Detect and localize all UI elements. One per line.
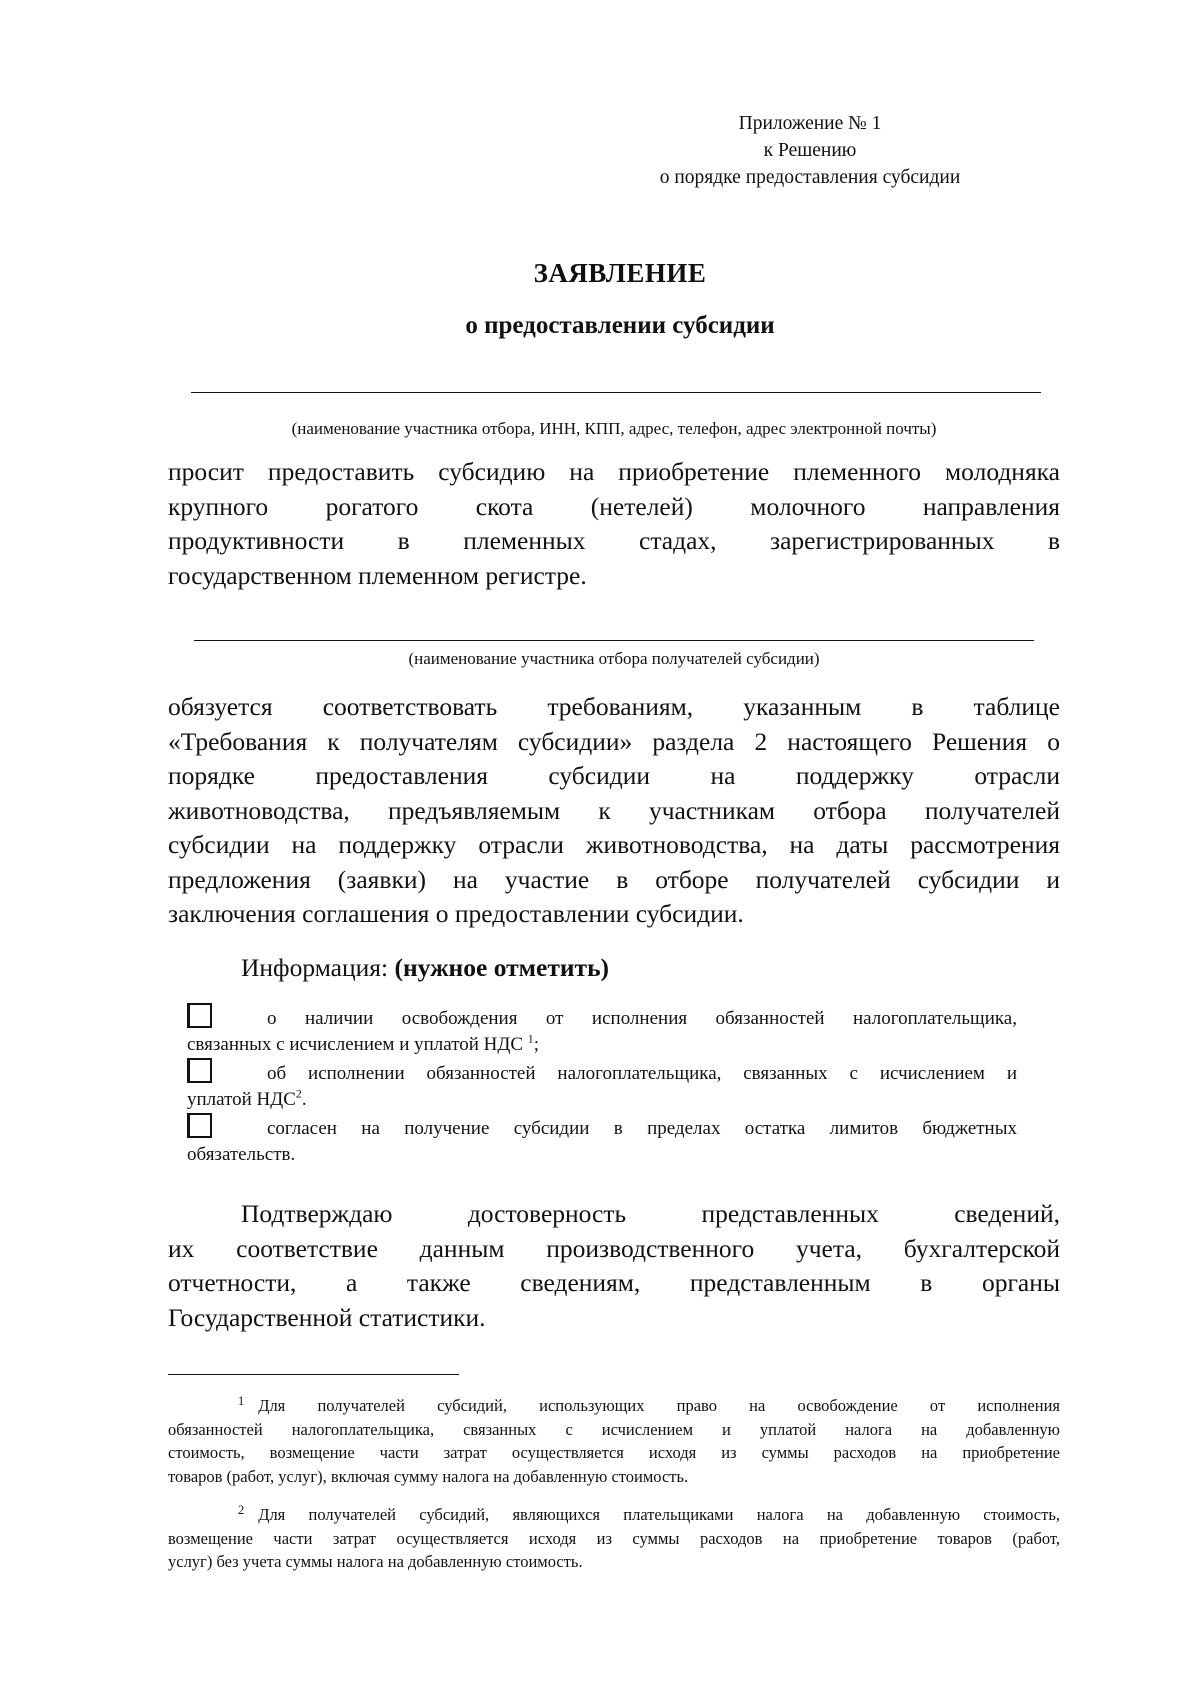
- checkbox-option-vat-exemption: [187, 1006, 1017, 1058]
- applicant-caption: (наименование участника отбора, ИНН, КПП, адрес, телефон, адрес электронной почты): [291, 419, 937, 438]
- recipient-blank-line[interactable]: [194, 640, 1034, 641]
- option-text: [187, 1032, 1017, 1058]
- footnote-ref: 2: [295, 1087, 302, 1101]
- info-hint: (нужное отметить): [394, 953, 610, 982]
- request-line: крупного рогатого скота (нетелей) молочного направления: [168, 491, 1060, 521]
- footnote-mark: 1: [238, 1393, 245, 1408]
- obligation-line: субсидии на поддержку отрасли животноводства, на даты рассмотрения: [168, 830, 1060, 859]
- request-line: просит предоставить субсидию на приобретение племенного молодняка: [168, 457, 1060, 486]
- footnote-text: Для получателей субсидий, являющихся плательщиками налога на добавленную стоимость,: [258, 1505, 1060, 1524]
- footnote-line: обязанностей налогоплательщика, связанных с исчислением и уплатой налога на добавленную: [168, 1419, 1060, 1439]
- applicant-blank-line[interactable]: [191, 392, 1041, 393]
- recipient-caption: (наименование участника отбора получателей субсидии): [408, 649, 820, 668]
- confirmation-line: Подтверждаю достоверность представленных сведений,: [241, 1199, 1060, 1228]
- request-line: продуктивности в племенных стадах, зарегистрированных в: [168, 526, 1060, 555]
- option-text-tail: уплатой НДС: [187, 1089, 296, 1110]
- confirmation-line: их соответствие данным производственного учета, бухгалтерской: [168, 1233, 1060, 1263]
- appendix-number: Приложение № 1: [738, 113, 882, 134]
- obligation-line: животноводства, предъявляемым к участникам отбора получателей: [168, 795, 1060, 825]
- footnote-ref: 1: [527, 1032, 534, 1046]
- info-heading: [241, 952, 609, 984]
- appendix-reference: к Решению: [763, 140, 857, 161]
- option-text: об исполнении обязанностей налогоплательщика, связанных с исчислением и: [267, 1063, 1017, 1084]
- footnote-line: стоимость, возмещение части затрат осуществляется исходя из суммы расходов на приобретение: [168, 1443, 1060, 1462]
- option-text: обязательств.: [187, 1144, 296, 1165]
- appendix-header: [620, 110, 1000, 191]
- confirmation-paragraph: [168, 1196, 1060, 1334]
- obligation-line: предложения (заявки) на участие в отборе получателей субсидии и: [168, 864, 1060, 894]
- obligation-line: «Требования к получателям субсидии» раздела 2 настоящего Решения о: [168, 726, 1060, 756]
- footnote-line: товаров (работ, услуг), включая сумму налога на добавленную стоимость.: [168, 1466, 689, 1486]
- checkbox-option-vat-payer: [187, 1061, 1017, 1113]
- footnote-2: [168, 1503, 1060, 1574]
- option-text-tail: связанных с исчислением и уплатой НДС: [187, 1034, 528, 1055]
- obligation-line: порядке предоставления субсидии на поддержку отрасли: [168, 761, 1060, 790]
- footnote-text: Для получателей субсидий, использующих право на освобождение от исполнения: [258, 1396, 1060, 1415]
- appendix-subject: о порядке предоставления субсидии: [659, 167, 961, 188]
- footnote-separator: [168, 1374, 459, 1375]
- obligation-line: заключения соглашения о предоставлении субсидии.: [168, 899, 744, 928]
- info-label: Информация:: [241, 953, 395, 982]
- document-title: ЗАЯВЛЕНИЕ: [533, 258, 707, 288]
- confirmation-line: отчетности, а также сведениям, представленным в органы: [168, 1268, 1060, 1297]
- vat-payer-checkbox[interactable]: [187, 1058, 212, 1083]
- option-punct: .: [301, 1089, 307, 1110]
- option-text: о наличии освобождения от исполнения обязанностей налогоплательщика,: [267, 1008, 1017, 1029]
- vat-exemption-checkbox[interactable]: [187, 1003, 212, 1028]
- footnote-1: [168, 1394, 1060, 1488]
- footnote-mark: 2: [238, 1502, 245, 1517]
- request-line: государственном племенном регистре.: [168, 560, 587, 590]
- footnote-line: [168, 1503, 1060, 1527]
- checkbox-option-budget-limits: [187, 1116, 1017, 1168]
- obligation-paragraph: [168, 690, 1060, 932]
- option-text: [187, 1087, 1017, 1113]
- option-punct: ;: [533, 1034, 539, 1055]
- footnote-line: [168, 1394, 1060, 1418]
- option-text: согласен на получение субсидии в пределах остатка лимитов бюджетных: [267, 1118, 1017, 1139]
- obligation-line: обязуется соответствовать требованиям, указанным в таблице: [168, 692, 1060, 721]
- footnote-line: возмещение части затрат осуществляется исходя из суммы расходов на приобретение товаров (работ,: [168, 1528, 1060, 1548]
- footnote-line: услуг) без учета суммы налога на добавленную стоимость.: [168, 1552, 583, 1571]
- document-subtitle: о предоставлении субсидии: [465, 312, 775, 339]
- budget-limits-checkbox[interactable]: [187, 1113, 212, 1138]
- request-paragraph: [168, 455, 1060, 593]
- confirmation-line: Государственной статистики.: [168, 1302, 486, 1332]
